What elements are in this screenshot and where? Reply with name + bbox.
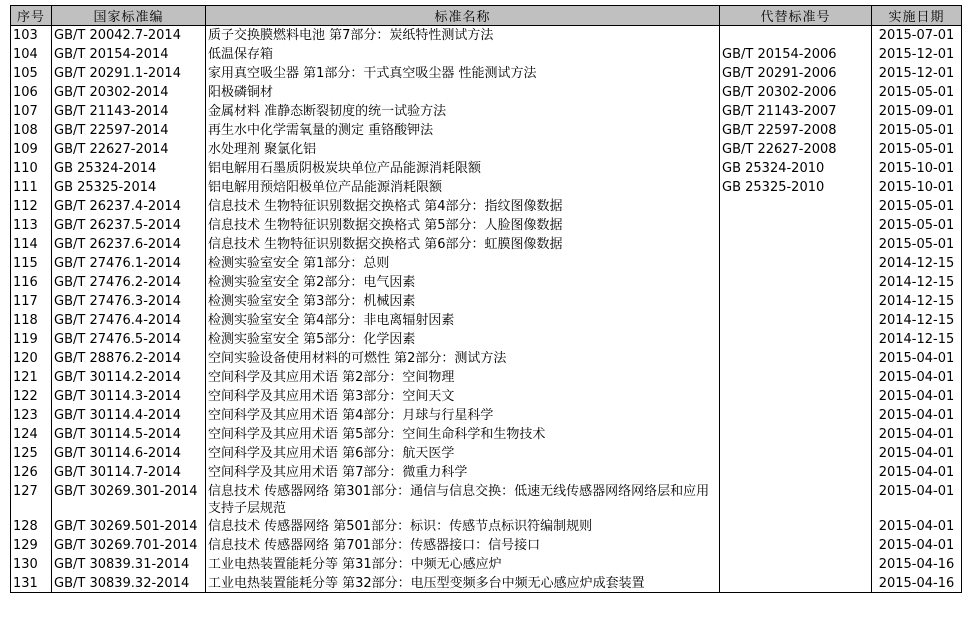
- cell-standard-code: GB 25325-2014: [52, 178, 206, 197]
- cell-effective-date: 2015-04-01: [872, 517, 962, 536]
- table-row: [11, 102, 962, 121]
- cell-serial-no: 121: [11, 368, 52, 387]
- cell-replaced-standard: [720, 444, 872, 463]
- cell-replaced-standard: [720, 536, 872, 555]
- cell-serial-no: 123: [11, 406, 52, 425]
- cell-standard-name: 检测实验室安全 第5部分：化学因素: [206, 330, 720, 349]
- cell-serial-no: 115: [11, 254, 52, 273]
- table-row: [11, 26, 962, 46]
- cell-serial-no: 118: [11, 311, 52, 330]
- cell-serial-no: 111: [11, 178, 52, 197]
- cell-replaced-standard: [720, 387, 872, 406]
- cell-standard-name: 阳极磷铜材: [206, 83, 720, 102]
- cell-standard-name: 空间科学及其应用术语 第3部分：空间天文: [206, 387, 720, 406]
- cell-serial-no: 129: [11, 536, 52, 555]
- cell-serial-no: 108: [11, 121, 52, 140]
- cell-replaced-standard: GB/T 20291-2006: [720, 64, 872, 83]
- cell-effective-date: 2015-07-01: [872, 26, 962, 46]
- cell-replaced-standard: [720, 216, 872, 235]
- cell-standard-code: GB/T 22597-2014: [52, 121, 206, 140]
- cell-standard-code: GB/T 28876.2-2014: [52, 349, 206, 368]
- table-row: [11, 406, 962, 425]
- table-row: [11, 482, 962, 517]
- cell-standard-name: 检测实验室安全 第3部分：机械因素: [206, 292, 720, 311]
- cell-standard-name: 空间科学及其应用术语 第7部分：微重力科学: [206, 463, 720, 482]
- cell-standard-code: GB/T 30114.4-2014: [52, 406, 206, 425]
- header-serial-no: 序号: [11, 6, 52, 26]
- cell-effective-date: 2015-04-01: [872, 444, 962, 463]
- cell-standard-name: 铝电解用石墨质阴极炭块单位产品能源消耗限额: [206, 159, 720, 178]
- cell-standard-name: 空间科学及其应用术语 第6部分：航天医学: [206, 444, 720, 463]
- cell-serial-no: 110: [11, 159, 52, 178]
- header-effective-date: 实施日期: [872, 6, 962, 26]
- cell-replaced-standard: [720, 254, 872, 273]
- cell-standard-name: 工业电热装置能耗分等 第32部分：电压型变频多台中频无心感应炉成套装置: [206, 574, 720, 593]
- cell-effective-date: 2015-05-01: [872, 197, 962, 216]
- cell-standard-name: 工业电热装置能耗分等 第31部分：中频无心感应炉: [206, 555, 720, 574]
- cell-standard-code: GB/T 30114.7-2014: [52, 463, 206, 482]
- cell-serial-no: 125: [11, 444, 52, 463]
- table-row: [11, 235, 962, 254]
- cell-standard-code: GB/T 20291.1-2014: [52, 64, 206, 83]
- cell-effective-date: 2015-12-01: [872, 64, 962, 83]
- table-row: [11, 555, 962, 574]
- table-row: [11, 292, 962, 311]
- cell-standard-name: 检测实验室安全 第4部分：非电离辐射因素: [206, 311, 720, 330]
- cell-standard-code: GB 25324-2014: [52, 159, 206, 178]
- cell-standard-code: GB/T 30114.2-2014: [52, 368, 206, 387]
- cell-effective-date: 2015-05-01: [872, 140, 962, 159]
- table-row: [11, 311, 962, 330]
- table-row: [11, 178, 962, 197]
- cell-effective-date: 2015-04-01: [872, 463, 962, 482]
- table-row: [11, 330, 962, 349]
- cell-standard-name: 空间科学及其应用术语 第4部分：月球与行星科学: [206, 406, 720, 425]
- table-row: [11, 349, 962, 368]
- cell-standard-code: GB/T 20042.7-2014: [52, 26, 206, 46]
- cell-standard-code: GB/T 27476.5-2014: [52, 330, 206, 349]
- cell-effective-date: 2015-04-01: [872, 387, 962, 406]
- table-row: [11, 45, 962, 64]
- cell-effective-date: 2015-04-01: [872, 368, 962, 387]
- header-replaced-standard: 代替标准号: [720, 6, 872, 26]
- cell-replaced-standard: GB/T 22627-2008: [720, 140, 872, 159]
- cell-effective-date: 2015-04-01: [872, 349, 962, 368]
- cell-serial-no: 119: [11, 330, 52, 349]
- cell-replaced-standard: [720, 555, 872, 574]
- cell-serial-no: 127: [11, 482, 52, 517]
- cell-serial-no: 113: [11, 216, 52, 235]
- table-row: [11, 159, 962, 178]
- cell-serial-no: 122: [11, 387, 52, 406]
- table-row: [11, 140, 962, 159]
- cell-serial-no: 106: [11, 83, 52, 102]
- table-row: [11, 574, 962, 593]
- cell-replaced-standard: [720, 517, 872, 536]
- header-standard-code: 国家标准编: [52, 6, 206, 26]
- cell-replaced-standard: [720, 574, 872, 593]
- table-row: [11, 368, 962, 387]
- table-row: [11, 463, 962, 482]
- cell-standard-name: 水处理剂 聚氯化铝: [206, 140, 720, 159]
- cell-replaced-standard: GB/T 20154-2006: [720, 45, 872, 64]
- cell-replaced-standard: GB/T 21143-2007: [720, 102, 872, 121]
- table-row: [11, 536, 962, 555]
- table-header-row: [11, 6, 962, 26]
- cell-standard-name: 信息技术 传感器网络 第501部分：标识：传感节点标识符编制规则: [206, 517, 720, 536]
- cell-serial-no: 124: [11, 425, 52, 444]
- cell-effective-date: 2015-05-01: [872, 121, 962, 140]
- cell-standard-name: 再生水中化学需氧量的测定 重铬酸钾法: [206, 121, 720, 140]
- cell-standard-code: GB/T 27476.2-2014: [52, 273, 206, 292]
- cell-standard-code: GB/T 30269.301-2014: [52, 482, 206, 517]
- cell-standard-code: GB/T 30114.3-2014: [52, 387, 206, 406]
- cell-standard-code: GB/T 21143-2014: [52, 102, 206, 121]
- cell-standard-name: 检测实验室安全 第1部分：总则: [206, 254, 720, 273]
- cell-replaced-standard: [720, 425, 872, 444]
- cell-effective-date: 2015-04-16: [872, 574, 962, 593]
- cell-replaced-standard: [720, 273, 872, 292]
- cell-replaced-standard: [720, 26, 872, 46]
- cell-standard-code: GB/T 20154-2014: [52, 45, 206, 64]
- cell-replaced-standard: GB 25324-2010: [720, 159, 872, 178]
- cell-standard-name: 空间科学及其应用术语 第2部分：空间物理: [206, 368, 720, 387]
- cell-replaced-standard: [720, 311, 872, 330]
- cell-replaced-standard: [720, 368, 872, 387]
- cell-effective-date: 2015-04-01: [872, 406, 962, 425]
- cell-effective-date: 2015-05-01: [872, 83, 962, 102]
- cell-effective-date: 2015-04-01: [872, 425, 962, 444]
- cell-standard-code: GB/T 30269.501-2014: [52, 517, 206, 536]
- table-row: [11, 387, 962, 406]
- cell-serial-no: 104: [11, 45, 52, 64]
- cell-standard-name: 信息技术 传感器网络 第301部分：通信与信息交换：低速无线传感器网络网络层和应用支持子层规范: [206, 482, 720, 517]
- cell-replaced-standard: [720, 349, 872, 368]
- cell-standard-code: GB/T 22627-2014: [52, 140, 206, 159]
- cell-standard-name: 金属材料 准静态断裂韧度的统一试验方法: [206, 102, 720, 121]
- cell-replaced-standard: [720, 463, 872, 482]
- table-row: [11, 425, 962, 444]
- cell-effective-date: 2015-10-01: [872, 159, 962, 178]
- cell-effective-date: 2015-05-01: [872, 235, 962, 254]
- cell-effective-date: 2014-12-15: [872, 273, 962, 292]
- table-row: [11, 197, 962, 216]
- cell-replaced-standard: GB/T 20302-2006: [720, 83, 872, 102]
- cell-replaced-standard: GB 25325-2010: [720, 178, 872, 197]
- cell-standard-name: 信息技术 生物特征识别数据交换格式 第5部分：人脸图像数据: [206, 216, 720, 235]
- cell-serial-no: 105: [11, 64, 52, 83]
- cell-effective-date: 2015-04-16: [872, 555, 962, 574]
- cell-standard-code: GB/T 20302-2014: [52, 83, 206, 102]
- cell-serial-no: 120: [11, 349, 52, 368]
- cell-standard-name: 铝电解用预焙阳极单位产品能源消耗限额: [206, 178, 720, 197]
- cell-replaced-standard: [720, 406, 872, 425]
- cell-serial-no: 107: [11, 102, 52, 121]
- cell-effective-date: 2015-04-01: [872, 482, 962, 517]
- cell-effective-date: 2015-10-01: [872, 178, 962, 197]
- cell-serial-no: 131: [11, 574, 52, 593]
- cell-replaced-standard: [720, 197, 872, 216]
- table-row: [11, 517, 962, 536]
- cell-standard-code: GB/T 27476.3-2014: [52, 292, 206, 311]
- cell-serial-no: 109: [11, 140, 52, 159]
- cell-standard-code: GB/T 27476.1-2014: [52, 254, 206, 273]
- cell-effective-date: 2015-04-01: [872, 536, 962, 555]
- cell-standard-name: 低温保存箱: [206, 45, 720, 64]
- cell-serial-no: 126: [11, 463, 52, 482]
- table-row: [11, 64, 962, 83]
- cell-effective-date: 2014-12-15: [872, 311, 962, 330]
- table-row: [11, 121, 962, 140]
- cell-standard-name: 信息技术 生物特征识别数据交换格式 第4部分：指纹图像数据: [206, 197, 720, 216]
- cell-replaced-standard: [720, 235, 872, 254]
- cell-standard-code: GB/T 30269.701-2014: [52, 536, 206, 555]
- cell-effective-date: 2015-05-01: [872, 216, 962, 235]
- cell-standard-code: GB/T 27476.4-2014: [52, 311, 206, 330]
- cell-standard-code: GB/T 26237.5-2014: [52, 216, 206, 235]
- table-row: [11, 444, 962, 463]
- cell-standard-name: 质子交换膜燃料电池 第7部分：炭纸特性测试方法: [206, 26, 720, 46]
- cell-serial-no: 103: [11, 26, 52, 46]
- cell-standard-name: 空间实验设备使用材料的可燃性 第2部分：测试方法: [206, 349, 720, 368]
- cell-standard-name: 空间科学及其应用术语 第5部分：空间生命科学和生物技术: [206, 425, 720, 444]
- cell-standard-code: GB/T 26237.4-2014: [52, 197, 206, 216]
- header-standard-name: 标准名称: [206, 6, 720, 26]
- cell-standard-code: GB/T 26237.6-2014: [52, 235, 206, 254]
- cell-replaced-standard: [720, 330, 872, 349]
- cell-serial-no: 112: [11, 197, 52, 216]
- cell-standard-code: GB/T 30114.5-2014: [52, 425, 206, 444]
- cell-serial-no: 114: [11, 235, 52, 254]
- cell-effective-date: 2015-09-01: [872, 102, 962, 121]
- cell-standard-name: 检测实验室安全 第2部分：电气因素: [206, 273, 720, 292]
- cell-effective-date: 2014-12-15: [872, 254, 962, 273]
- cell-effective-date: 2014-12-15: [872, 330, 962, 349]
- table-row: [11, 216, 962, 235]
- cell-standard-name: 家用真空吸尘器 第1部分：干式真空吸尘器 性能测试方法: [206, 64, 720, 83]
- table-row: [11, 83, 962, 102]
- cell-serial-no: 130: [11, 555, 52, 574]
- cell-standard-name: 信息技术 传感器网络 第701部分：传感器接口：信号接口: [206, 536, 720, 555]
- table-row: [11, 273, 962, 292]
- cell-serial-no: 128: [11, 517, 52, 536]
- table-row: [11, 254, 962, 273]
- cell-replaced-standard: GB/T 22597-2008: [720, 121, 872, 140]
- cell-serial-no: 116: [11, 273, 52, 292]
- cell-effective-date: 2015-12-01: [872, 45, 962, 64]
- cell-replaced-standard: [720, 292, 872, 311]
- cell-replaced-standard: [720, 482, 872, 517]
- cell-serial-no: 117: [11, 292, 52, 311]
- standards-table: [10, 5, 962, 593]
- cell-standard-code: GB/T 30839.32-2014: [52, 574, 206, 593]
- cell-effective-date: 2014-12-15: [872, 292, 962, 311]
- cell-standard-name: 信息技术 生物特征识别数据交换格式 第6部分：虹膜图像数据: [206, 235, 720, 254]
- cell-standard-code: GB/T 30114.6-2014: [52, 444, 206, 463]
- cell-standard-code: GB/T 30839.31-2014: [52, 555, 206, 574]
